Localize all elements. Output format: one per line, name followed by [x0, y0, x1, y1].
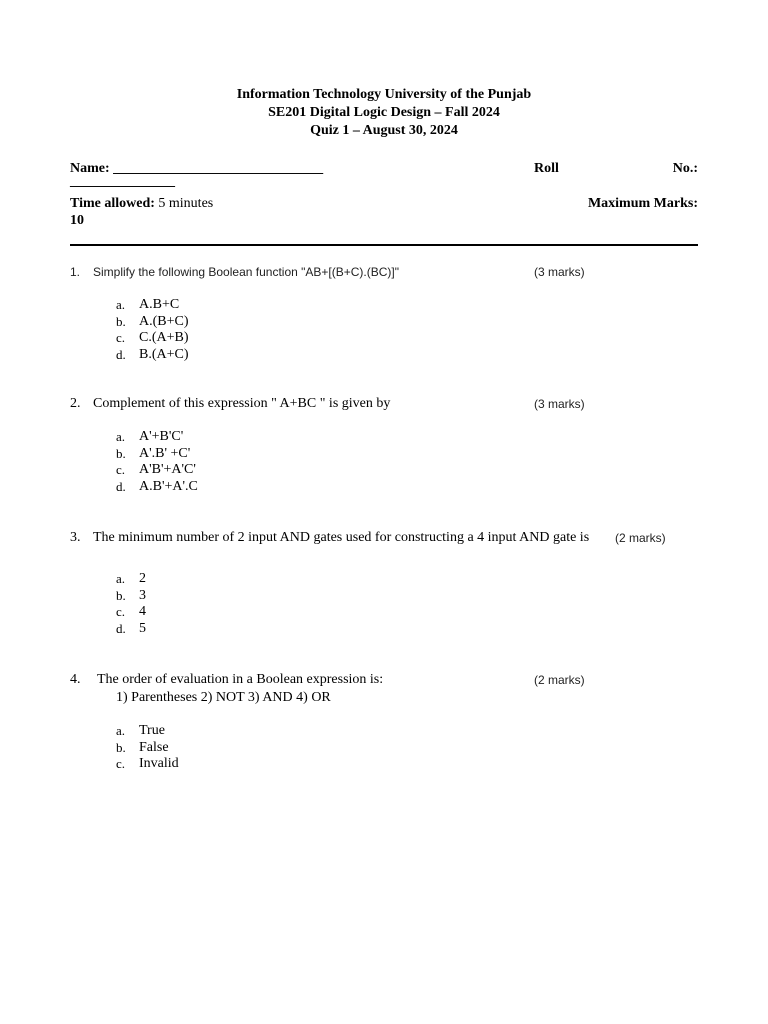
option-list	[70, 723, 710, 773]
option-c	[70, 330, 710, 347]
option-a	[70, 429, 710, 446]
option-letter: b.	[116, 587, 126, 603]
question-number: 3.	[70, 530, 81, 545]
time-value: 5 minutes	[154, 196, 214, 211]
option-text: A.B'+A'.C	[139, 478, 198, 494]
option-text: False	[139, 739, 169, 755]
option-text: True	[139, 723, 165, 738]
option-text: A'.B' +C'	[139, 445, 191, 461]
option-text: C.(A+B)	[139, 330, 189, 346]
question-text: Simplify the following Boolean function "AB+[(B+C).(BC)]"	[93, 265, 399, 279]
question-number: 1.	[70, 265, 81, 279]
document-header	[70, 86, 698, 140]
option-text: A.(B+C)	[139, 313, 189, 329]
option-a	[70, 723, 710, 740]
course-title: SE201 Digital Logic Design – Fall 2024	[268, 105, 500, 120]
option-text: 5	[139, 620, 146, 636]
student-info	[70, 160, 698, 240]
option-letter: b.	[116, 313, 126, 329]
option-letter: c.	[116, 330, 126, 346]
option-b	[70, 740, 710, 757]
question-number: 2.	[70, 396, 81, 411]
option-a	[70, 571, 710, 588]
roll-label: Roll	[534, 161, 559, 176]
roll-line: _______________	[70, 174, 175, 189]
header-divider	[70, 244, 698, 246]
option-d	[70, 347, 710, 364]
option-letter: c.	[116, 604, 126, 620]
question-marks: (2 marks)	[534, 673, 585, 687]
option-text: 3	[139, 587, 146, 603]
time-allowed	[70, 195, 213, 213]
option-a	[70, 297, 710, 314]
question-3	[70, 529, 710, 637]
option-letter: a.	[116, 429, 126, 444]
option-list	[70, 297, 710, 363]
option-letter: c.	[116, 462, 126, 478]
option-b	[70, 314, 710, 331]
question-number: 4.	[70, 672, 81, 687]
option-d	[70, 479, 710, 496]
question-text: The order of evaluation in a Boolean expression is:	[97, 672, 384, 687]
name-label: Name:	[70, 161, 110, 176]
option-list	[70, 429, 710, 495]
option-letter: d.	[116, 620, 126, 636]
option-d	[70, 621, 710, 638]
question-text: The minimum number of 2 input AND gates used for constructing a 4 input AND gate is	[93, 530, 590, 545]
question-2	[70, 395, 710, 495]
time-label: Time allowed:	[70, 196, 155, 211]
option-letter: b.	[116, 445, 126, 461]
option-letter: d.	[116, 346, 126, 362]
option-c	[70, 756, 710, 773]
option-b	[70, 446, 710, 463]
option-letter: a.	[116, 297, 126, 312]
max-marks-label: Maximum Marks:	[587, 196, 698, 211]
question-subtext: 1) Parentheses 2) NOT 3) AND 4) OR	[116, 690, 331, 705]
option-text: 2	[139, 571, 146, 586]
option-letter: a.	[116, 571, 126, 586]
option-text: A.B+C	[139, 297, 180, 312]
max-marks-value: 10	[70, 213, 84, 228]
option-list	[70, 571, 710, 637]
option-text: A'B'+A'C'	[139, 462, 196, 478]
question-marks: (2 marks)	[615, 531, 666, 545]
option-text: B.(A+C)	[139, 346, 189, 362]
option-b	[70, 588, 710, 605]
option-letter: b.	[116, 739, 126, 755]
roll-no-label: No.:	[672, 161, 698, 176]
option-text: A'+B'C'	[139, 429, 184, 444]
option-letter: c.	[116, 756, 126, 772]
option-text: Invalid	[139, 756, 179, 772]
question-text: Complement of this expression " A+BC " is given by	[93, 396, 391, 411]
option-letter: a.	[116, 723, 126, 738]
university-title: Information Technology University of the Punjab	[236, 87, 532, 102]
name-line: ______________________________	[113, 161, 324, 176]
question-marks: (3 marks)	[534, 265, 585, 279]
option-c	[70, 462, 710, 479]
option-text: 4	[139, 604, 146, 620]
option-c	[70, 604, 710, 621]
option-letter: d.	[116, 478, 126, 494]
quiz-page	[70, 86, 698, 772]
question-marks: (3 marks)	[534, 397, 585, 411]
quiz-title: Quiz 1 – August 30, 2024	[310, 123, 458, 138]
question-4	[70, 671, 710, 773]
question-1	[70, 263, 710, 363]
